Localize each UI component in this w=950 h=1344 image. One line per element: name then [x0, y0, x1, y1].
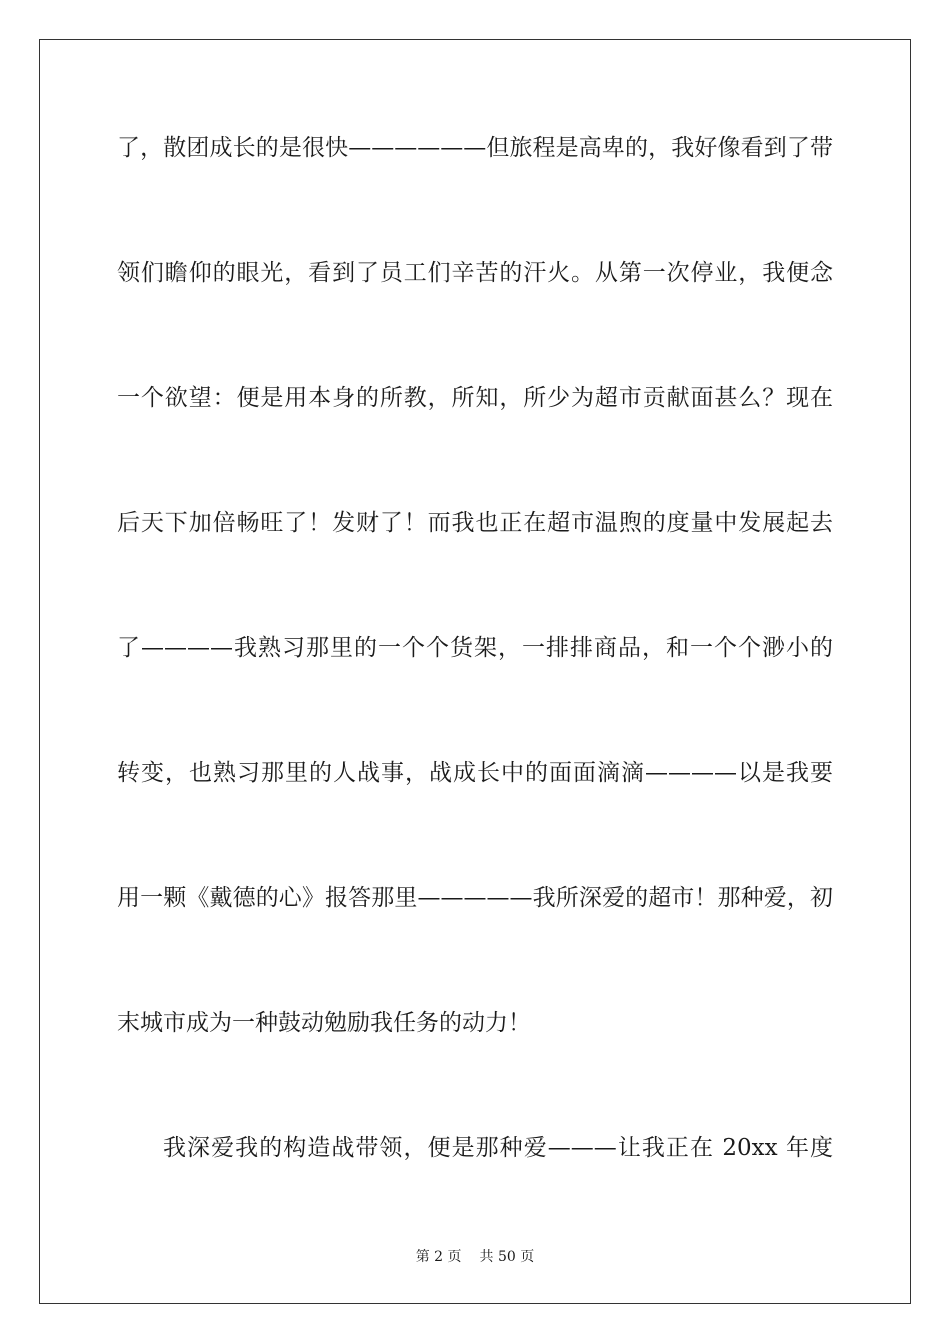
- body-line-6: 转变，也熟习那里的人战事，战成长中的面面滴滴————以是我要: [117, 760, 833, 786]
- page-total: 共 50 页: [479, 1249, 535, 1265]
- page-border: [39, 39, 911, 1304]
- body-line-8: 末城市成为一种鼓动勉励我任务的动力！: [117, 1010, 531, 1036]
- body-line-7: 用一颗《戴德的心》报答那里—————我所深爱的超市！那种爱，初: [117, 885, 833, 911]
- page-footer: [0, 1247, 950, 1267]
- body-line-4: 后天下加倍畅旺了！发财了！而我也正在超市温煦的度量中发展起去: [117, 510, 833, 536]
- body-line-5: 了————我熟习那里的一个个货架，一排排商品，和一个个渺小的: [117, 635, 833, 661]
- page-number: 第 2 页: [415, 1249, 462, 1265]
- body-line-2: 领们瞻仰的眼光，看到了员工们辛苦的汗火。从第一次停业，我便念: [117, 260, 833, 286]
- body-line-9: 我深爱我的构造战带领，便是那种爱———让我正在 20xx 年度: [163, 1135, 833, 1161]
- body-line-1: 了，散团成长的是很快——————但旅程是高卑的，我好像看到了带: [117, 135, 833, 161]
- body-line-3: 一个欲望：便是用本身的所教，所知，所少为超市贡献面甚么？现在: [117, 385, 833, 411]
